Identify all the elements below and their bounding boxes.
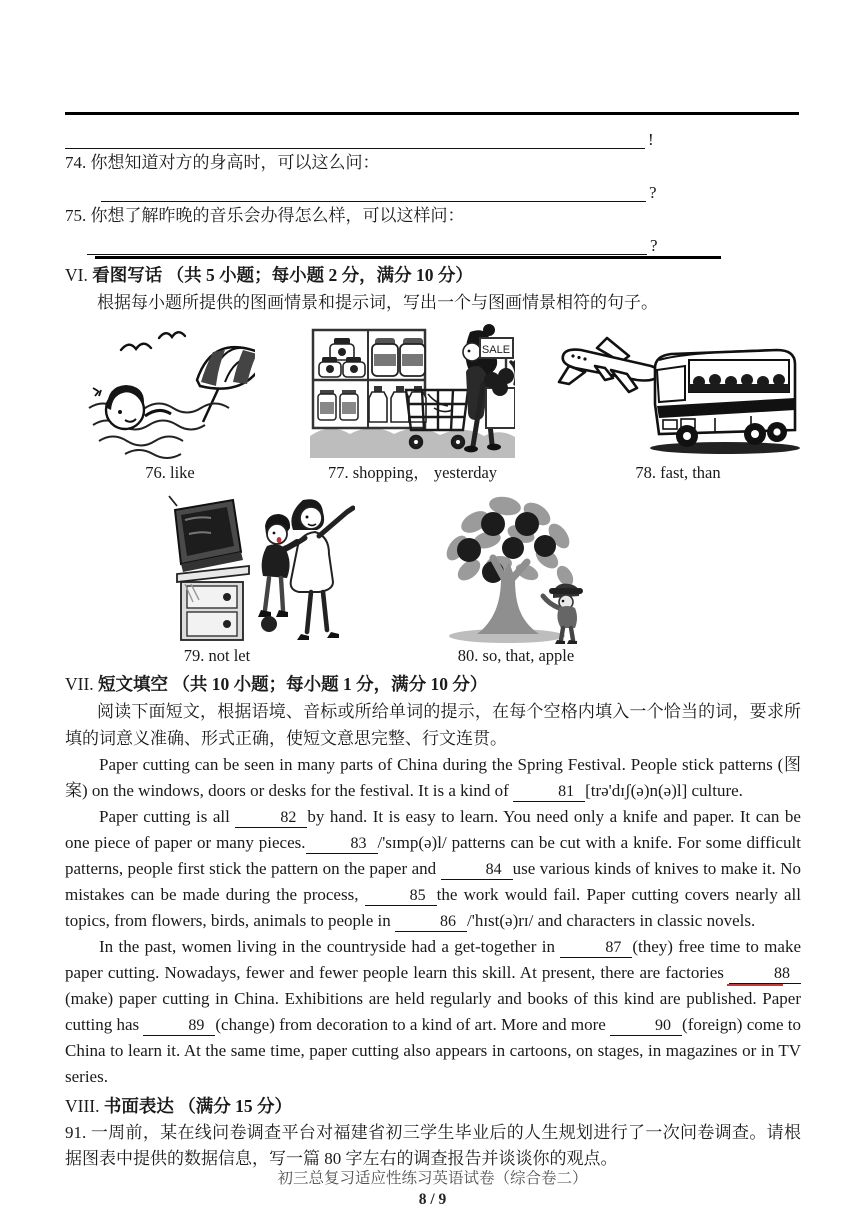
cloze-blank-81[interactable]: 81 (513, 782, 585, 802)
figure-79-tv-mother-boy (165, 494, 355, 644)
ball-icon (261, 616, 277, 632)
cloze-blank-82[interactable]: 82 (235, 808, 307, 828)
cloze-blank-83[interactable]: 83 (306, 834, 378, 854)
figure-77-supermarket (310, 324, 515, 460)
question-mark: ? (650, 236, 658, 255)
supermarket-illustration (310, 324, 515, 460)
answer-line[interactable] (87, 232, 647, 255)
caption-79: 79. not let (183, 646, 251, 665)
caption-77: 77. shopping， yesterday (327, 463, 498, 482)
footer-page-number: 8 / 9 (418, 1191, 447, 1208)
caption-80: 80. so, that, apple (457, 646, 575, 665)
picture-row-1 (65, 322, 801, 488)
answer-row (65, 229, 801, 255)
bird-icon (159, 332, 185, 338)
passage-paragraph: Paper cutting can be seen in many parts of China during the Spring Festival. People stick patterns (图案) on the windows, doors or desks for the festival. It is a kind of 81 [trə'dɪʃ(ə)n(ə)l] culture. (65, 755, 801, 800)
section-7-number: VII. (65, 674, 94, 694)
tv-mother-boy-illustration (165, 494, 355, 644)
cloze-blank-85[interactable]: 85 (365, 886, 437, 906)
passage-paragraph: In the past, women living in the countryside had a get-together in 87 (they) free time to make paper cutting. Nowadays, fewer and fewer people learn this skill. At present, there are factories 88(make) paper cutting in China. Exhibitions are held regularly and books of this kind are published. Paper cutting has 89 (change) from decoration to a kind of art. More and more 90 (foreign) come to China to learn it. At the same time, paper cutting also appears in cartoons, on stages, in magazines or in TV series. (65, 937, 801, 1086)
section-divider-rule (95, 256, 721, 259)
section-8-number: VIII. (65, 1096, 100, 1116)
swimming-boy (93, 385, 171, 429)
coach-bus-icon (650, 350, 800, 454)
figure-76-beach-swimming (85, 324, 255, 460)
section-7-instruction: 阅读下面短文，根据语境、音标或所给单词的提示，在每个空格内填入一个恰当的词，要求所填的词意义准确、形式正确，使短文意思完整、行文连贯。 (65, 702, 801, 748)
sale-stand (480, 338, 515, 428)
section-6-number: VI. (65, 265, 88, 285)
mother-figure (285, 499, 353, 640)
cloze-blank-89[interactable]: 89 (143, 1016, 215, 1036)
cloze-blank-87[interactable]: 87 (560, 938, 632, 958)
cloze-blank-86[interactable]: 86 (395, 912, 467, 932)
section-8-title: 书面表达 （满分 15 分） (103, 1096, 292, 1116)
answer-line[interactable] (65, 126, 645, 149)
section-6-instruction: 根据每小题所提供的图画情景和提示词，写出一个与图画情景相符的句子。 (97, 293, 658, 312)
figure-78-plane-bus (555, 326, 801, 458)
section-6-title: 看图写话 （共 5 小题；每小题 2 分，满分 10 分） (92, 265, 473, 285)
beach-swimming-illustration (85, 324, 255, 460)
bird-icon (121, 344, 151, 350)
question-91: 91. 一周前，某在线问卷调查平台对福建省初三学生毕业后的人生规划进行了一次问卷调查。请根据图表中提供的数据信息，写一篇 80 字左右的调查报告并谈谈你的观点。 (65, 1123, 801, 1168)
section-7-heading (65, 670, 801, 698)
question-mark: ? (649, 183, 657, 202)
cloze-blank-90[interactable]: 90 (610, 1016, 682, 1036)
answer-line[interactable] (101, 179, 646, 202)
airplane-icon (559, 338, 660, 392)
caption-76: 76. like (145, 463, 195, 482)
passage-paragraph: Paper cutting is all 82 by hand. It is easy to learn. You need only a knife and paper. It can be one piece of paper or many pieces. 83 /'sɪmp(ə)l/ patterns can be cut with a knife. For some difficult patterns, people first stick the pattern on the paper and 84 use various kinds of knives to make it. No mistakes can be made during the process, 85 the work would fail. Paper cutting covers nearly all topics, from flowers, birds, animals to people in 86 /'hɪst(ə)rɪ/ and characters in classic novels. (65, 807, 801, 930)
section-8-heading (65, 1092, 801, 1120)
picture-row-2 (65, 492, 801, 668)
answer-row (65, 123, 801, 149)
caption-78: 78. fast, than (635, 463, 721, 482)
plane-bus-illustration (555, 326, 801, 458)
tv-set-icon (169, 496, 243, 572)
page-footer (0, 1168, 865, 1210)
section-7-title: 短文填空 （共 10 小题；每小题 1 分，满分 10 分） (98, 674, 488, 694)
beach-umbrella-icon (197, 347, 255, 422)
tv-cabinet-icon (177, 566, 249, 640)
boy-figure (258, 514, 297, 632)
sale-sign-label: SALE (481, 344, 511, 356)
figure-80-apple-tree (435, 492, 593, 644)
top-divider-rule (65, 112, 799, 115)
cloze-passage (65, 752, 801, 1090)
question-75: 75. 你想了解昨晚的音乐会办得怎么样，可以这样问： (65, 206, 465, 225)
answer-row (65, 176, 801, 202)
cloze-blank-88[interactable]: 88 (729, 964, 801, 984)
question-74: 74. 你想知道对方的身高时，可以这么问： (65, 153, 380, 172)
exclamation-mark: ! (648, 130, 654, 149)
cloze-blank-84[interactable]: 84 (441, 860, 513, 880)
apple-tree-illustration (435, 492, 593, 644)
footer-exam-title: 初三总复习适应性练习英语试卷（综合卷二） (277, 1170, 588, 1187)
section-6-heading (65, 261, 801, 289)
